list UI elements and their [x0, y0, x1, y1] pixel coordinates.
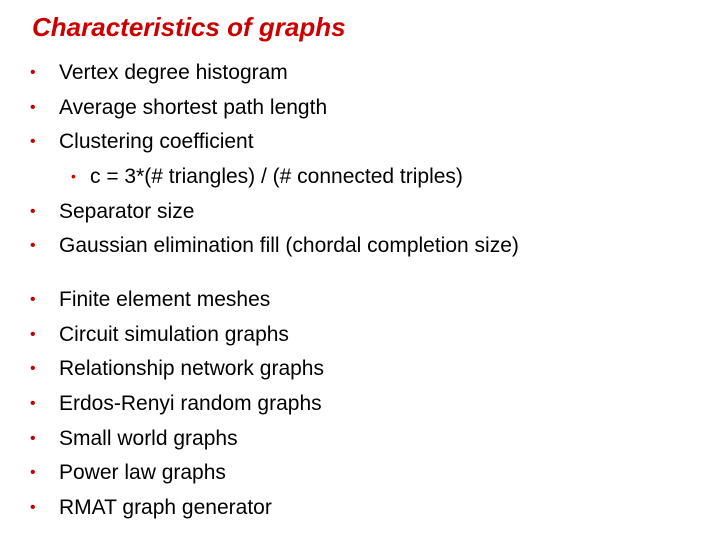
list-item-text: RMAT graph generator — [59, 496, 272, 520]
bullet-icon: • — [30, 237, 36, 255]
bullet-icon: • — [30, 98, 36, 116]
list-item-text: Small world graphs — [59, 426, 238, 450]
list-item-text: Separator size — [59, 199, 195, 223]
list-item-text: Circuit simulation graphs — [59, 322, 289, 346]
list-item-text: c = 3*(# triangles) / (# connected triples) — [90, 165, 463, 189]
bullet-icon: • — [71, 168, 76, 185]
list-item-text: Relationship network graphs — [59, 357, 324, 381]
bullet-icon: • — [30, 64, 36, 81]
list-item-text: Clustering coefficient — [59, 130, 254, 154]
bullet-icon: • — [30, 291, 36, 308]
bullet-icon: • — [30, 202, 36, 220]
bullet-icon: • — [30, 325, 36, 343]
list-item-text: Erdos-Renyi random graphs — [59, 392, 322, 416]
bullet-icon: • — [30, 429, 36, 447]
bullet-icon: • — [30, 133, 36, 151]
bullet-icon: • — [30, 499, 36, 517]
bullet-icon: • — [30, 395, 36, 413]
list-item-text: Power law graphs — [59, 461, 226, 485]
list-item-text: Average shortest path length — [59, 95, 328, 119]
bullet-icon: • — [30, 360, 36, 378]
list-item-text: Vertex degree histogram — [59, 61, 288, 84]
list-item-text: Finite element meshes — [59, 288, 271, 311]
bullet-icon: • — [30, 464, 36, 482]
list-item-text: Gaussian elimination fill (chordal completion size) — [59, 234, 519, 258]
slide-title: Characteristics of graphs — [32, 12, 346, 42]
